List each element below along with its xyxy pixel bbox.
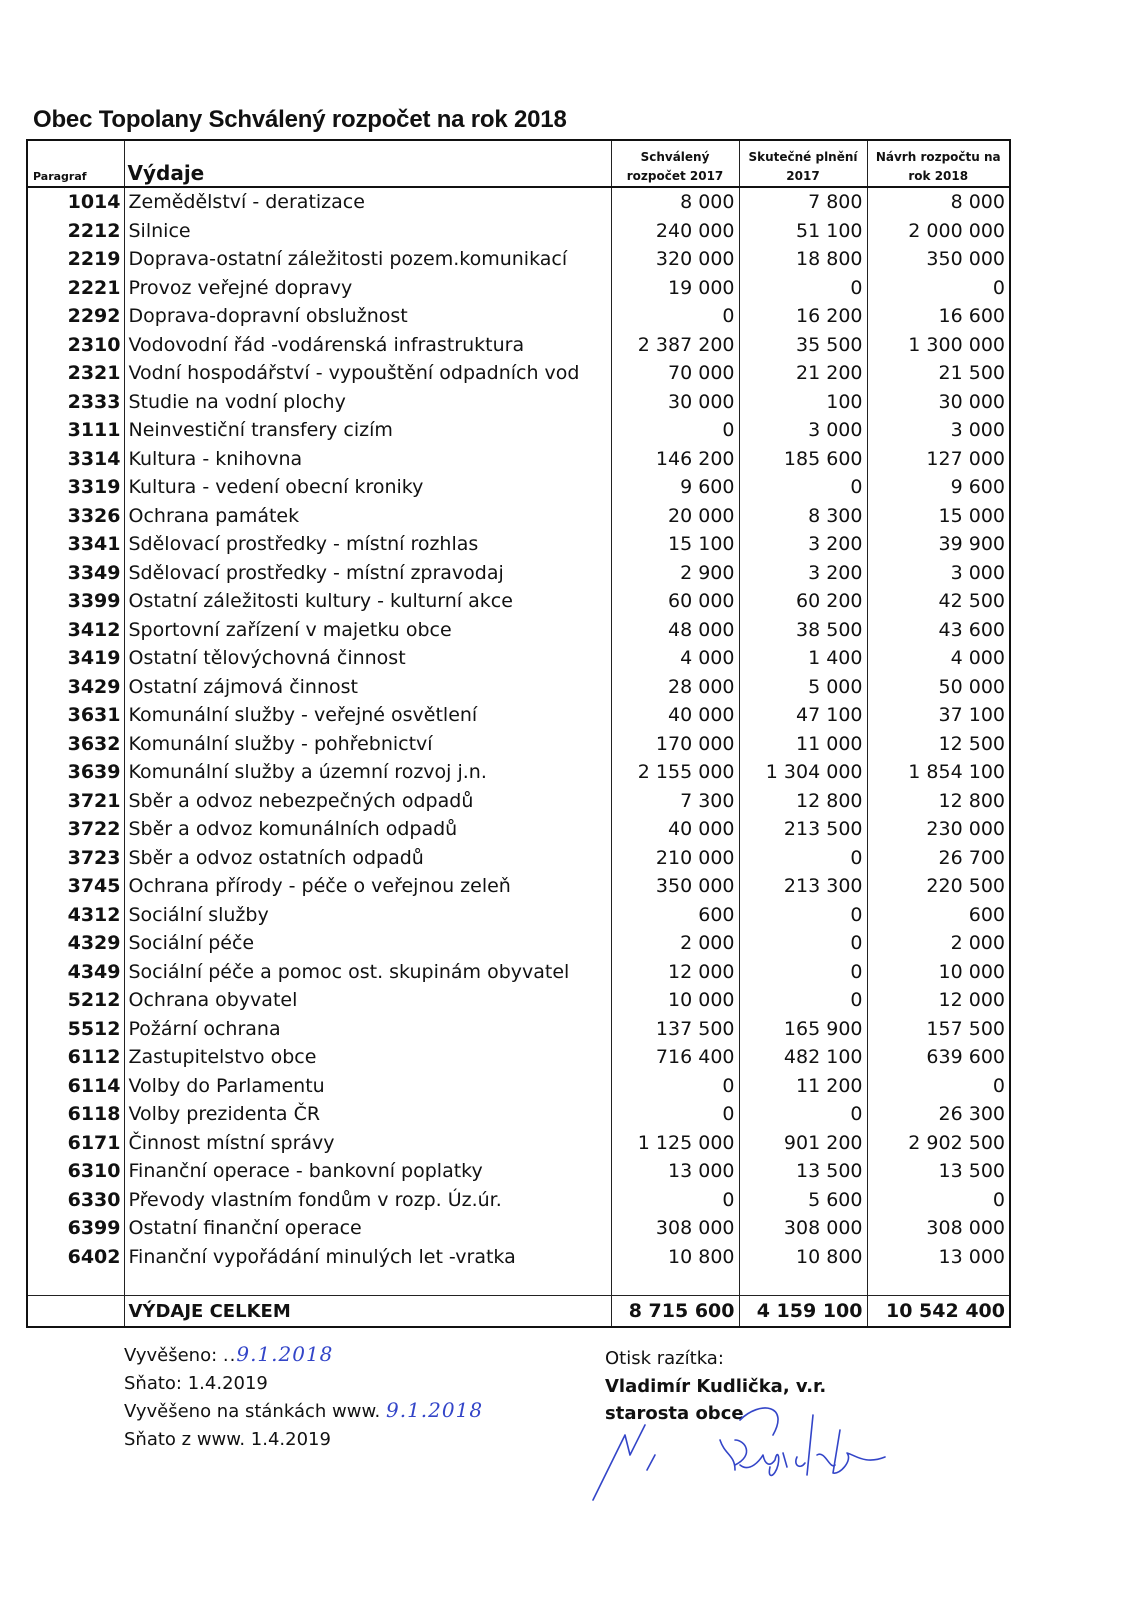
total-paragraf-cell — [27, 1296, 124, 1328]
approved-2017-cell: 350 000 — [611, 872, 739, 901]
description-cell: Ostatní záležitosti kultury - kulturní akce — [128, 590, 513, 613]
paragraf-cell: 3721 — [27, 787, 124, 816]
posted-web-line — [124, 1397, 483, 1426]
description-cell: Ochrana přírody - péče o veřejnou zeleň — [128, 875, 511, 898]
proposal-2018-cell: 127 000 — [867, 445, 1010, 474]
approved-2017-cell: 0 — [611, 1072, 739, 1101]
approved-2017-cell: 1 125 000 — [611, 1129, 739, 1158]
header-actual-2017 — [739, 140, 867, 187]
actual-2017-cell: 18 800 — [739, 245, 867, 274]
description-cell: Sběr a odvoz ostatních odpadů — [128, 846, 424, 869]
proposal-2018-cell: 3 000 — [867, 416, 1010, 445]
description-cell: Silnice — [128, 219, 191, 242]
description-cell: Neinvestiční transfery cizím — [128, 419, 393, 442]
description-cell: Ostatní zájmová činnost — [128, 675, 358, 698]
approved-2017-cell: 137 500 — [611, 1015, 739, 1044]
approved-2017-cell: 0 — [611, 1100, 739, 1129]
spacer-row — [27, 1271, 1010, 1296]
proposal-2018-cell: 2 000 — [867, 929, 1010, 958]
actual-2017-cell: 3 000 — [739, 416, 867, 445]
proposal-2018-cell: 8 000 — [867, 187, 1010, 217]
header-approved-2017-line1: Schválený — [640, 150, 710, 164]
proposal-2018-cell: 12 500 — [867, 730, 1010, 759]
description-cell: Sdělovací prostředky - místní zpravodaj — [128, 561, 504, 584]
proposal-2018-cell: 43 600 — [867, 616, 1010, 645]
approved-2017-cell: 170 000 — [611, 730, 739, 759]
actual-2017-cell: 0 — [739, 986, 867, 1015]
description-cell: Komunální služby a územní rozvoj j.n. — [128, 761, 487, 784]
approved-2017-cell: 7 300 — [611, 787, 739, 816]
approved-2017-cell: 0 — [611, 416, 739, 445]
actual-2017-cell: 47 100 — [739, 701, 867, 730]
table-row — [27, 331, 1010, 360]
description-cell: Sběr a odvoz komunálních odpadů — [128, 818, 458, 841]
total-label: VÝDAJE CELKEM — [124, 1296, 611, 1328]
paragraf-cell: 3111 — [27, 416, 124, 445]
actual-2017-cell: 165 900 — [739, 1015, 867, 1044]
actual-2017-cell: 0 — [739, 274, 867, 303]
header-approved-2017-line2: rozpočet 2017 — [626, 169, 724, 183]
stamp-label: Otisk razítka: — [605, 1348, 724, 1369]
proposal-2018-cell: 0 — [867, 274, 1010, 303]
actual-2017-cell: 11 000 — [739, 730, 867, 759]
table-row — [27, 673, 1010, 702]
table-row — [27, 1129, 1010, 1158]
actual-2017-cell: 185 600 — [739, 445, 867, 474]
approved-2017-cell: 2 155 000 — [611, 758, 739, 787]
approved-2017-cell: 2 900 — [611, 559, 739, 588]
description-cell: Studie na vodní plochy — [128, 390, 346, 413]
paragraf-cell: 3399 — [27, 587, 124, 616]
proposal-2018-cell: 2 902 500 — [867, 1129, 1010, 1158]
actual-2017-cell: 213 500 — [739, 815, 867, 844]
removed-web-line: Sňato z www. 1.4.2019 — [124, 1428, 331, 1450]
actual-2017-cell: 0 — [739, 844, 867, 873]
table-row — [27, 416, 1010, 445]
description-cell: Volby do Parlamentu — [128, 1074, 325, 1097]
posted-dots: .. — [222, 1345, 237, 1366]
approved-2017-cell: 10 000 — [611, 986, 739, 1015]
table-row — [27, 1072, 1010, 1101]
proposal-2018-cell: 12 800 — [867, 787, 1010, 816]
paragraf-cell: 6118 — [27, 1100, 124, 1129]
approved-2017-cell: 9 600 — [611, 473, 739, 502]
paragraf-cell: 4312 — [27, 901, 124, 930]
actual-2017-cell: 100 — [739, 388, 867, 417]
page-title: Obec Topolany Schválený rozpočet na rok 2018 — [33, 106, 567, 133]
table-row — [27, 1043, 1010, 1072]
posted-line — [124, 1341, 483, 1370]
header-proposal-2018-line2: rok 2018 — [908, 169, 969, 183]
table-row — [27, 787, 1010, 816]
description-cell: Doprava-ostatní záležitosti pozem.komunikací — [128, 248, 568, 271]
table-row — [27, 302, 1010, 331]
paragraf-cell: 3632 — [27, 730, 124, 759]
actual-2017-cell: 38 500 — [739, 616, 867, 645]
table-row — [27, 730, 1010, 759]
approved-2017-cell: 320 000 — [611, 245, 739, 274]
posting-info — [124, 1341, 483, 1453]
description-cell: Kultura - knihovna — [128, 447, 303, 470]
approved-2017-cell: 0 — [611, 302, 739, 331]
table-row — [27, 559, 1010, 588]
proposal-2018-cell: 39 900 — [867, 530, 1010, 559]
paragraf-cell: 4329 — [27, 929, 124, 958]
description-cell: Komunální služby - pohřebnictví — [128, 732, 433, 755]
description-cell: Sběr a odvoz nebezpečných odpadů — [128, 789, 474, 812]
table-row — [27, 986, 1010, 1015]
approved-2017-cell: 15 100 — [611, 530, 739, 559]
paragraf-cell: 3326 — [27, 502, 124, 531]
description-cell: Sdělovací prostředky - místní rozhlas — [128, 533, 479, 556]
budget-table — [26, 139, 1011, 1328]
table-row — [27, 901, 1010, 930]
paragraf-cell: 3419 — [27, 644, 124, 673]
paragraf-cell: 1014 — [27, 187, 124, 217]
paragraf-cell: 2310 — [27, 331, 124, 360]
proposal-2018-cell: 600 — [867, 901, 1010, 930]
paragraf-cell: 5512 — [27, 1015, 124, 1044]
proposal-2018-cell: 308 000 — [867, 1214, 1010, 1243]
actual-2017-cell: 0 — [739, 929, 867, 958]
approved-2017-cell: 30 000 — [611, 388, 739, 417]
description-cell: Volby prezidenta ČR — [128, 1103, 321, 1126]
actual-2017-cell: 16 200 — [739, 302, 867, 331]
paragraf-cell: 6112 — [27, 1043, 124, 1072]
actual-2017-cell: 482 100 — [739, 1043, 867, 1072]
description-cell: Doprava-dopravní obslužnost — [128, 305, 408, 328]
proposal-2018-cell: 50 000 — [867, 673, 1010, 702]
table-row — [27, 758, 1010, 787]
paragraf-cell: 4349 — [27, 958, 124, 987]
description-cell: Požární ochrana — [128, 1017, 281, 1040]
proposal-2018-cell: 0 — [867, 1186, 1010, 1215]
proposal-2018-cell: 13 000 — [867, 1243, 1010, 1272]
description-cell: Zastupitelstvo obce — [128, 1046, 317, 1069]
actual-2017-cell: 7 800 — [739, 187, 867, 217]
table-row — [27, 701, 1010, 730]
actual-2017-cell: 308 000 — [739, 1214, 867, 1243]
table-row — [27, 274, 1010, 303]
description-cell: Zemědělství - deratizace — [128, 191, 365, 214]
description-cell: Převody vlastním fondům v rozp. Úz.úr. — [128, 1188, 502, 1211]
approved-2017-cell: 70 000 — [611, 359, 739, 388]
actual-2017-cell: 0 — [739, 1100, 867, 1129]
approved-2017-cell: 40 000 — [611, 815, 739, 844]
approved-2017-cell: 308 000 — [611, 1214, 739, 1243]
paragraf-cell: 3412 — [27, 616, 124, 645]
actual-2017-cell: 1 400 — [739, 644, 867, 673]
header-vydaje: Výdaje — [124, 140, 611, 187]
posted-date-handwritten: 9.1.2018 — [236, 1342, 334, 1366]
actual-2017-cell: 21 200 — [739, 359, 867, 388]
approved-2017-cell: 60 000 — [611, 587, 739, 616]
paragraf-cell: 3429 — [27, 673, 124, 702]
proposal-2018-cell: 16 600 — [867, 302, 1010, 331]
description-cell: Finanční vypořádání minulých let -vratka — [128, 1245, 516, 1268]
proposal-2018-cell: 157 500 — [867, 1015, 1010, 1044]
proposal-2018-cell: 3 000 — [867, 559, 1010, 588]
table-row — [27, 844, 1010, 873]
table-row — [27, 644, 1010, 673]
actual-2017-cell: 5 600 — [739, 1186, 867, 1215]
table-row — [27, 587, 1010, 616]
proposal-2018-cell: 9 600 — [867, 473, 1010, 502]
table-row — [27, 1015, 1010, 1044]
table-row — [27, 616, 1010, 645]
proposal-2018-cell: 30 000 — [867, 388, 1010, 417]
table-row — [27, 187, 1010, 217]
header-paragraf: Paragraf — [27, 140, 124, 187]
approved-2017-cell: 716 400 — [611, 1043, 739, 1072]
approved-2017-cell: 2 387 200 — [611, 331, 739, 360]
approved-2017-cell: 146 200 — [611, 445, 739, 474]
proposal-2018-cell: 12 000 — [867, 986, 1010, 1015]
actual-2017-cell: 8 300 — [739, 502, 867, 531]
table-row — [27, 1100, 1010, 1129]
description-cell: Kultura - vedení obecní kroniky — [128, 476, 424, 499]
description-cell: Sociální služby — [128, 903, 269, 926]
approved-2017-cell: 210 000 — [611, 844, 739, 873]
description-cell: Činnost místní správy — [128, 1131, 335, 1154]
table-row — [27, 530, 1010, 559]
description-cell: Vodní hospodářství - vypouštění odpadních vod — [128, 362, 580, 385]
paragraf-cell: 6330 — [27, 1186, 124, 1215]
table-row — [27, 445, 1010, 474]
actual-2017-cell: 13 500 — [739, 1157, 867, 1186]
total-row — [27, 1296, 1010, 1328]
description-cell: Ostatní tělovýchovná činnost — [128, 647, 406, 670]
paragraf-cell: 3631 — [27, 701, 124, 730]
actual-2017-cell: 213 300 — [739, 872, 867, 901]
proposal-2018-cell: 13 500 — [867, 1157, 1010, 1186]
approved-2017-cell: 28 000 — [611, 673, 739, 702]
proposal-2018-cell: 2 000 000 — [867, 217, 1010, 246]
table-row — [27, 502, 1010, 531]
paragraf-cell: 6114 — [27, 1072, 124, 1101]
description-cell: Ochrana obyvatel — [128, 989, 298, 1012]
description-cell: Finanční operace - bankovní poplatky — [128, 1160, 483, 1183]
approved-2017-cell: 600 — [611, 901, 739, 930]
paragraf-cell: 3314 — [27, 445, 124, 474]
approved-2017-cell: 10 800 — [611, 1243, 739, 1272]
paragraf-cell: 2219 — [27, 245, 124, 274]
approved-2017-cell: 19 000 — [611, 274, 739, 303]
table-row — [27, 1157, 1010, 1186]
paragraf-cell: 6171 — [27, 1129, 124, 1158]
description-cell: Ochrana památek — [128, 504, 300, 527]
approved-2017-cell: 240 000 — [611, 217, 739, 246]
table-row — [27, 815, 1010, 844]
posted-web-date-handwritten: 9.1.2018 — [385, 1398, 484, 1422]
actual-2017-cell: 3 200 — [739, 530, 867, 559]
actual-2017-cell: 0 — [739, 473, 867, 502]
paragraf-cell: 6399 — [27, 1214, 124, 1243]
proposal-2018-cell: 26 700 — [867, 844, 1010, 873]
actual-2017-cell: 11 200 — [739, 1072, 867, 1101]
removed-line: Sňato: 1.4.2019 — [124, 1372, 268, 1394]
table-header-row — [27, 140, 1010, 187]
actual-2017-cell: 0 — [739, 958, 867, 987]
paragraf-cell: 2212 — [27, 217, 124, 246]
description-cell: Provoz veřejné dopravy — [128, 276, 353, 299]
actual-2017-cell: 35 500 — [739, 331, 867, 360]
table-row — [27, 872, 1010, 901]
table-row — [27, 929, 1010, 958]
signer-role: starosta obce — [605, 1403, 744, 1424]
actual-2017-cell: 60 200 — [739, 587, 867, 616]
table-row — [27, 359, 1010, 388]
proposal-2018-cell: 42 500 — [867, 587, 1010, 616]
table-row — [27, 1243, 1010, 1272]
proposal-2018-cell: 639 600 — [867, 1043, 1010, 1072]
paragraf-cell: 5212 — [27, 986, 124, 1015]
table-row — [27, 217, 1010, 246]
proposal-2018-cell: 21 500 — [867, 359, 1010, 388]
proposal-2018-cell: 350 000 — [867, 245, 1010, 274]
paragraf-cell: 2221 — [27, 274, 124, 303]
proposal-2018-cell: 4 000 — [867, 644, 1010, 673]
description-cell: Sportovní zařízení v majetku obce — [128, 618, 452, 641]
paragraf-cell: 6402 — [27, 1243, 124, 1272]
total-actual-2017: 4 159 100 — [739, 1296, 867, 1328]
table-row — [27, 1186, 1010, 1215]
description-cell: Vodovodní řád -vodárenská infrastruktura — [128, 333, 525, 356]
actual-2017-cell: 901 200 — [739, 1129, 867, 1158]
proposal-2018-cell: 15 000 — [867, 502, 1010, 531]
paragraf-cell: 2321 — [27, 359, 124, 388]
proposal-2018-cell: 1 854 100 — [867, 758, 1010, 787]
approved-2017-cell: 48 000 — [611, 616, 739, 645]
total-approved-2017: 8 715 600 — [611, 1296, 739, 1328]
paragraf-cell: 3745 — [27, 872, 124, 901]
paragraf-cell: 3349 — [27, 559, 124, 588]
proposal-2018-cell: 1 300 000 — [867, 331, 1010, 360]
paragraf-cell: 3722 — [27, 815, 124, 844]
paragraf-cell: 2292 — [27, 302, 124, 331]
header-proposal-2018-line1: Návrh rozpočtu na — [875, 150, 1001, 164]
posted-web-label: Vyvěšeno na stánkách www. — [124, 1401, 381, 1422]
actual-2017-cell: 51 100 — [739, 217, 867, 246]
description-cell: Komunální služby - veřejné osvětlení — [128, 704, 478, 727]
description-cell: Sociální péče — [128, 932, 255, 955]
paragraf-cell: 3319 — [27, 473, 124, 502]
approved-2017-cell: 2 000 — [611, 929, 739, 958]
table-row — [27, 245, 1010, 274]
header-approved-2017 — [611, 140, 739, 187]
approved-2017-cell: 40 000 — [611, 701, 739, 730]
actual-2017-cell: 3 200 — [739, 559, 867, 588]
actual-2017-cell: 10 800 — [739, 1243, 867, 1272]
actual-2017-cell: 5 000 — [739, 673, 867, 702]
total-proposal-2018: 10 542 400 — [867, 1296, 1010, 1328]
actual-2017-cell: 12 800 — [739, 787, 867, 816]
actual-2017-cell: 1 304 000 — [739, 758, 867, 787]
paragraf-cell: 2333 — [27, 388, 124, 417]
approved-2017-cell: 12 000 — [611, 958, 739, 987]
proposal-2018-cell: 10 000 — [867, 958, 1010, 987]
proposal-2018-cell: 230 000 — [867, 815, 1010, 844]
description-cell: Sociální péče a pomoc ost. skupinám obyvatel — [128, 960, 570, 983]
actual-2017-cell: 0 — [739, 901, 867, 930]
table-row — [27, 388, 1010, 417]
paragraf-cell: 3639 — [27, 758, 124, 787]
approved-2017-cell: 4 000 — [611, 644, 739, 673]
proposal-2018-cell: 26 300 — [867, 1100, 1010, 1129]
proposal-2018-cell: 220 500 — [867, 872, 1010, 901]
approved-2017-cell: 20 000 — [611, 502, 739, 531]
approved-2017-cell: 13 000 — [611, 1157, 739, 1186]
approved-2017-cell: 0 — [611, 1186, 739, 1215]
proposal-2018-cell: 37 100 — [867, 701, 1010, 730]
header-actual-2017-line2: 2017 — [786, 169, 820, 183]
approved-2017-cell: 8 000 — [611, 187, 739, 217]
table-row — [27, 1214, 1010, 1243]
handwritten-signature — [585, 1395, 915, 1515]
header-actual-2017-line1: Skutečné plnění — [748, 150, 858, 164]
paragraf-cell: 6310 — [27, 1157, 124, 1186]
paragraf-cell: 3723 — [27, 844, 124, 873]
table-row — [27, 473, 1010, 502]
signer-name: Vladimír Kudlička, v.r. — [605, 1375, 827, 1397]
description-cell: Ostatní finanční operace — [128, 1217, 362, 1240]
paragraf-cell: 3341 — [27, 530, 124, 559]
table-body — [27, 187, 1010, 1271]
proposal-2018-cell: 0 — [867, 1072, 1010, 1101]
posted-label: Vyvěšeno: — [124, 1345, 218, 1366]
header-proposal-2018 — [867, 140, 1010, 187]
table-row — [27, 958, 1010, 987]
